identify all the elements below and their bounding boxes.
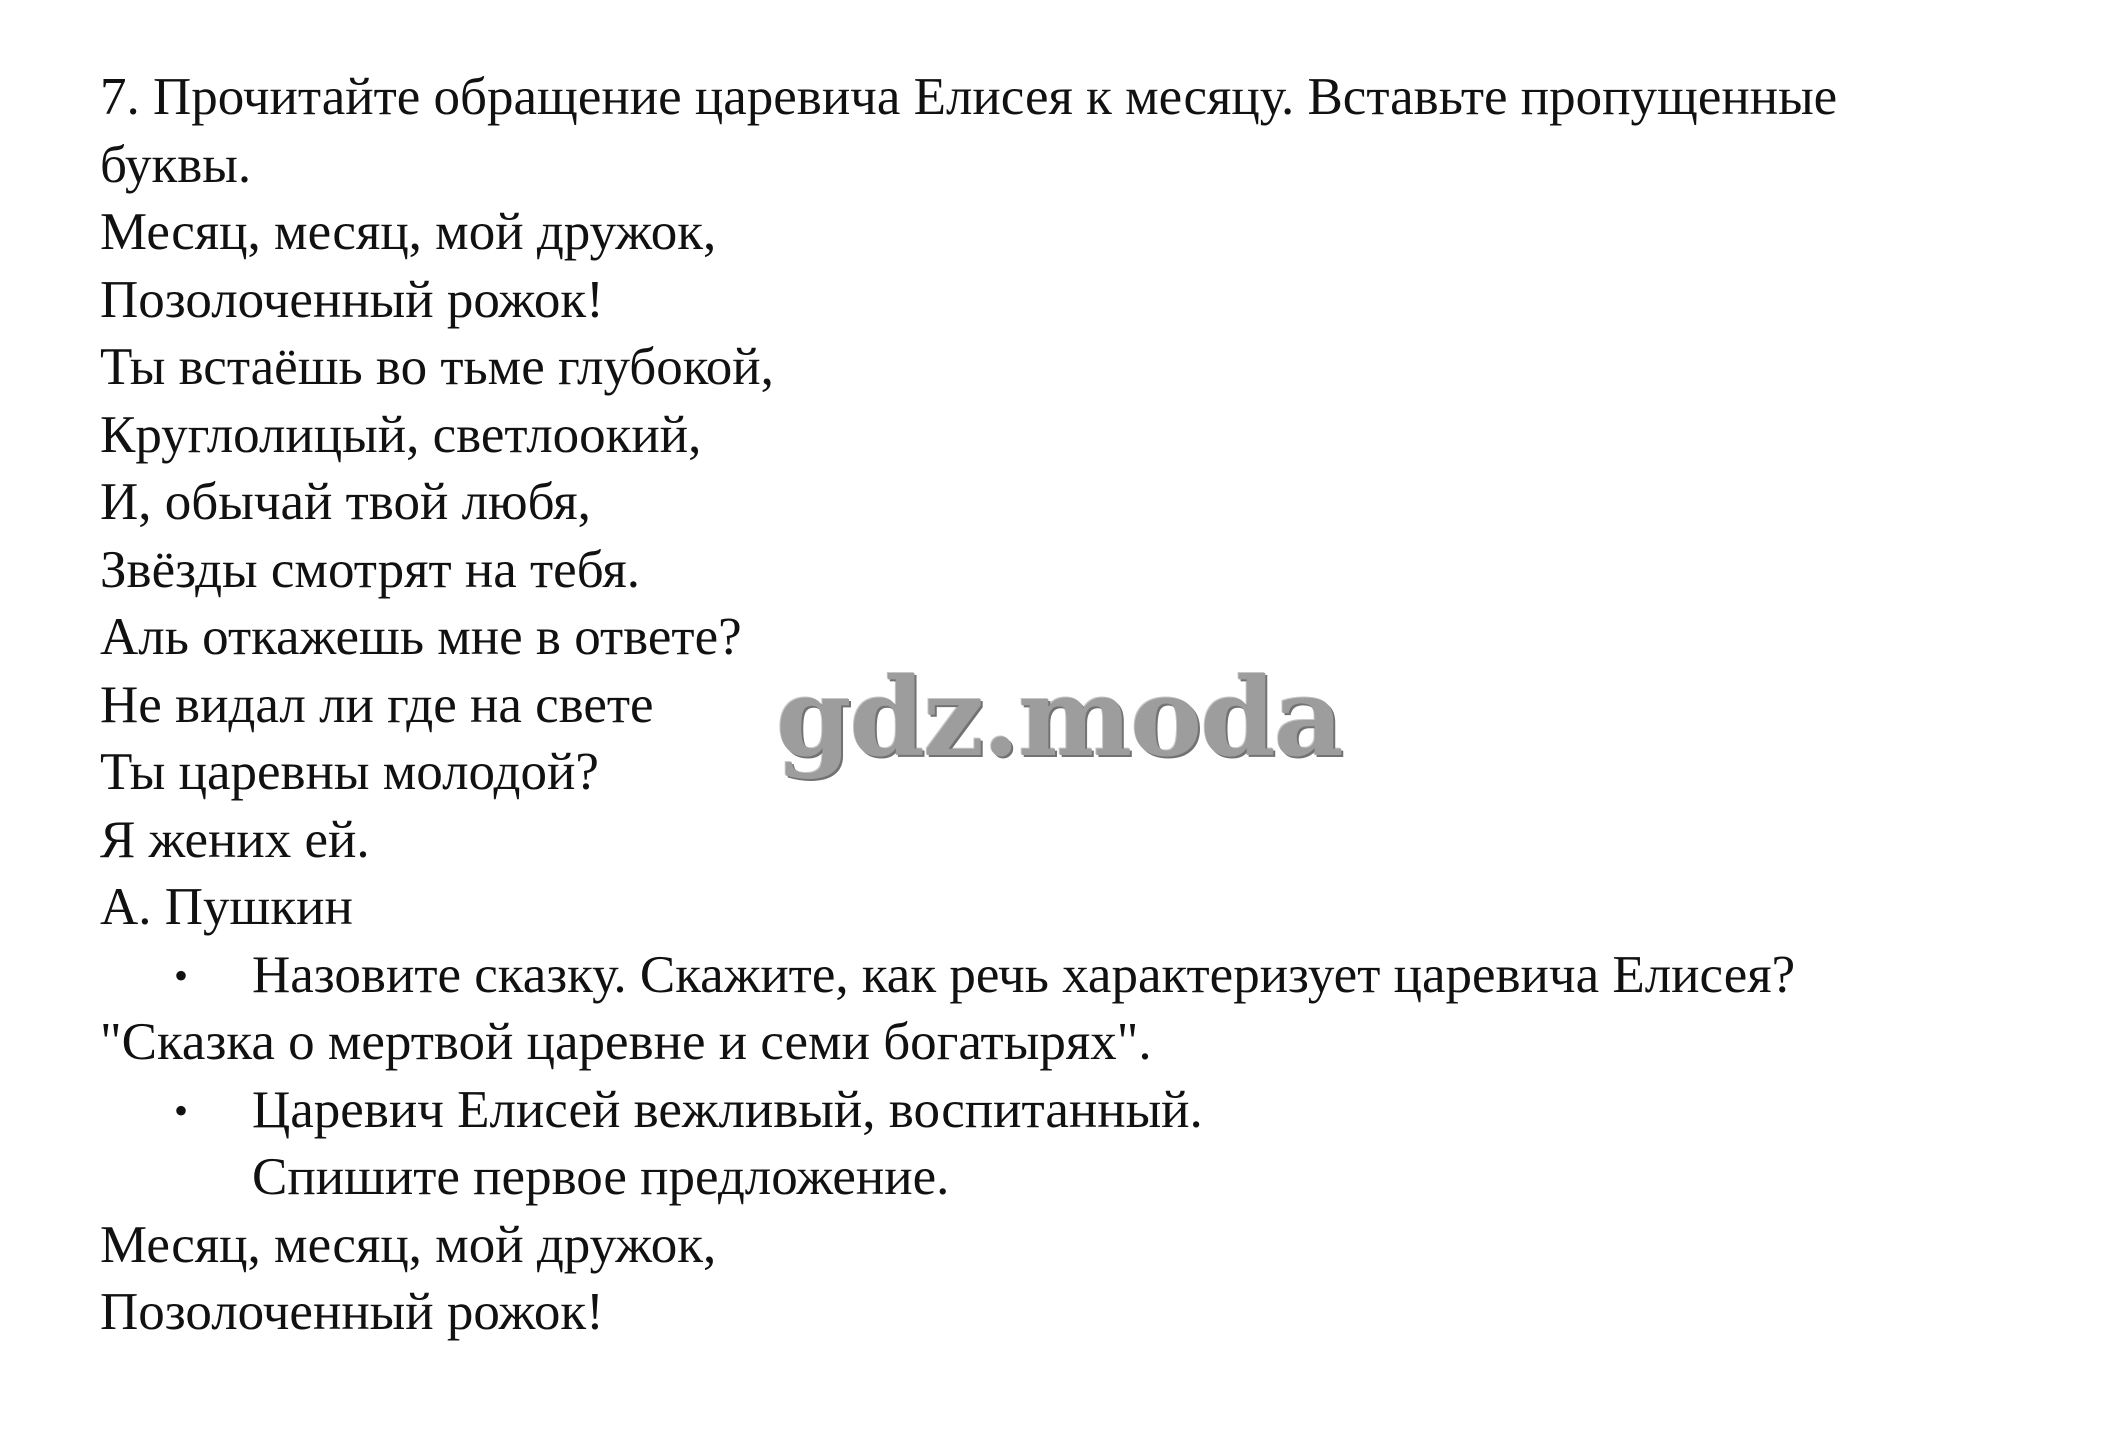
question-2-text: Царевич Елисей вежливый, воспитанный. bbox=[252, 1080, 1203, 1139]
poem-line: Звёзды смотрят на тебя. bbox=[100, 540, 640, 599]
poem-line: Аль откажешь мне в ответе? bbox=[100, 608, 742, 666]
bullet-icon: • bbox=[174, 952, 189, 998]
question-2 bbox=[100, 1077, 2080, 1145]
poem-line: Не видал ли где на свете bbox=[100, 675, 654, 734]
question-1 bbox=[100, 942, 2080, 1010]
answer-line: Позолоченный рожок! bbox=[100, 1283, 604, 1341]
answer-1-text: "Сказка о мертвой царевне и семи богатырях". bbox=[100, 1013, 1152, 1071]
poem-line: Круглолицый, светлоокий, bbox=[100, 405, 702, 464]
watermark: gdz.moda bbox=[776, 655, 1342, 781]
poem-line: Ты царевны молодой? bbox=[100, 743, 599, 801]
answer-line: Месяц, месяц, мой дружок, bbox=[100, 1215, 717, 1274]
question-2-instruction: Спишите первое предложение. bbox=[252, 1148, 950, 1206]
task-heading-line-1: 7. Прочитайте обращение царевича Елисея к месяцу. Вставьте пропущенные bbox=[100, 68, 1838, 126]
poem-line: И, обычай твой любя, bbox=[100, 473, 591, 531]
poem-line: Я жених ей. bbox=[100, 810, 370, 869]
question-1-text: Назовите сказку. Скажите, как речь характеризует царевича Елисея? bbox=[252, 945, 1796, 1004]
task-heading-line-2: буквы. bbox=[100, 135, 252, 194]
poem-line: Месяц, месяц, мой дружок, bbox=[100, 203, 717, 261]
poem-line: Ты встаёшь во тьме глубокой, bbox=[100, 338, 774, 396]
poem-author: А. Пушкин bbox=[100, 878, 353, 936]
bullet-icon: • bbox=[174, 1087, 189, 1133]
poem-line: Позолоченный рожок! bbox=[100, 270, 604, 329]
